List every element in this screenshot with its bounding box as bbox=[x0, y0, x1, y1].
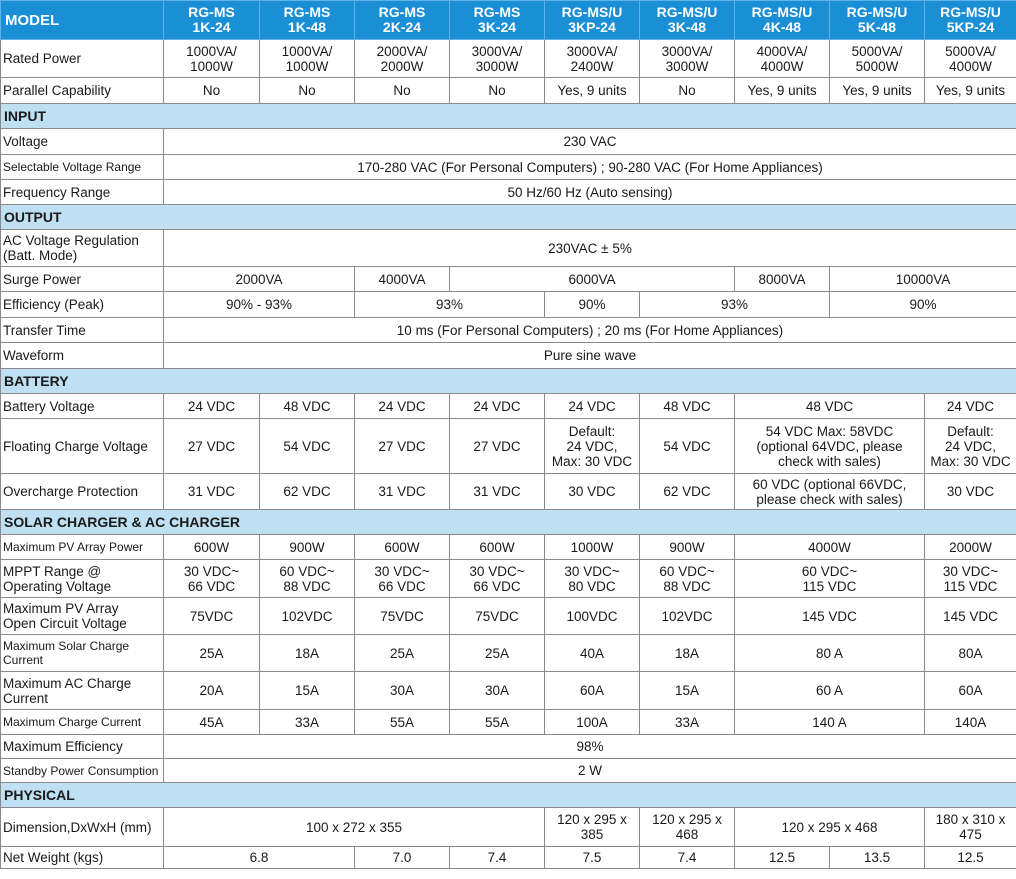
table-cell: 25A bbox=[164, 635, 260, 672]
table-cell: 33A bbox=[640, 710, 735, 735]
table-cell: 170-280 VAC (For Personal Computers) ; 90-280 VAC (For Home Appliances) bbox=[164, 155, 1016, 180]
section-header bbox=[1, 205, 1016, 230]
table-cell: 15A bbox=[260, 672, 355, 710]
table-cell: 62 VDC bbox=[640, 474, 735, 510]
table-cell: 31 VDC bbox=[450, 474, 545, 510]
section-header bbox=[1, 510, 1016, 535]
table-cell: 7.5 bbox=[545, 847, 640, 869]
table-cell: 75VDC bbox=[450, 598, 545, 635]
table-row bbox=[1, 129, 1016, 155]
row-label: Frequency Range bbox=[1, 180, 164, 205]
table-cell: 6.8 bbox=[164, 847, 355, 869]
table-cell: 40A bbox=[545, 635, 640, 672]
table-cell: 20A bbox=[164, 672, 260, 710]
table-cell: 140A bbox=[925, 710, 1016, 735]
table-row bbox=[1, 474, 1016, 510]
table-cell: 48 VDC bbox=[640, 394, 735, 419]
table-cell: 2 W bbox=[164, 759, 1016, 783]
table-cell: 120 x 295 x 468 bbox=[640, 808, 735, 847]
table-row bbox=[1, 78, 1016, 104]
section-title-output: OUTPUT bbox=[1, 205, 1016, 230]
table-row bbox=[1, 155, 1016, 180]
table-cell: 50 Hz/60 Hz (Auto sensing) bbox=[164, 180, 1016, 205]
table-row bbox=[1, 710, 1016, 735]
table-cell: 25A bbox=[450, 635, 545, 672]
row-label: Maximum AC Charge Current bbox=[1, 672, 164, 710]
table-cell: 18A bbox=[640, 635, 735, 672]
table-cell: 24 VDC bbox=[925, 394, 1016, 419]
table-cell: 600W bbox=[164, 535, 260, 560]
row-label: Maximum Charge Current bbox=[1, 710, 164, 735]
table-cell: 1000VA/ 1000W bbox=[164, 40, 260, 78]
table-cell: No bbox=[450, 78, 545, 104]
table-cell: 7.0 bbox=[355, 847, 450, 869]
table-cell: 55A bbox=[450, 710, 545, 735]
table-row bbox=[1, 535, 1016, 560]
table-row bbox=[1, 230, 1016, 267]
row-label: AC Voltage Regulation (Batt. Mode) bbox=[1, 230, 164, 267]
section-header bbox=[1, 783, 1016, 808]
table-cell: 18A bbox=[260, 635, 355, 672]
table-cell: 12.5 bbox=[925, 847, 1016, 869]
row-label: Battery Voltage bbox=[1, 394, 164, 419]
table-cell: 55A bbox=[355, 710, 450, 735]
table-cell: No bbox=[355, 78, 450, 104]
table-cell: 98% bbox=[164, 735, 1016, 759]
model-name: RG-MS/U 5K-48 bbox=[830, 1, 925, 40]
table-cell: 10000VA bbox=[830, 267, 1016, 292]
section-title-input: INPUT bbox=[1, 104, 1016, 129]
table-cell: 48 VDC bbox=[735, 394, 925, 419]
section-title-physical: PHYSICAL bbox=[1, 783, 1016, 808]
table-cell: 3000VA/ 2400W bbox=[545, 40, 640, 78]
table-row bbox=[1, 808, 1016, 847]
table-cell: 93% bbox=[355, 292, 545, 318]
row-label: Waveform bbox=[1, 343, 164, 369]
table-cell: Yes, 9 units bbox=[735, 78, 830, 104]
table-cell: 27 VDC bbox=[164, 419, 260, 474]
table-cell: 60A bbox=[545, 672, 640, 710]
table-cell: 120 x 295 x 468 bbox=[735, 808, 925, 847]
table-cell: 60 VDC (optional 66VDC, please check with sales) bbox=[735, 474, 925, 510]
table-cell: 48 VDC bbox=[260, 394, 355, 419]
table-cell: 80 A bbox=[735, 635, 925, 672]
row-label: Selectable Voltage Range bbox=[1, 155, 164, 180]
table-row bbox=[1, 672, 1016, 710]
table-cell: 90% - 93% bbox=[164, 292, 355, 318]
table-cell: 2000VA bbox=[164, 267, 355, 292]
table-cell: 180 x 310 x 475 bbox=[925, 808, 1016, 847]
table-cell: 60A bbox=[925, 672, 1016, 710]
row-label: Maximum Efficiency bbox=[1, 735, 164, 759]
table-cell: 4000VA/ 4000W bbox=[735, 40, 830, 78]
table-row bbox=[1, 394, 1016, 419]
model-name: RG-MS/U 4K-48 bbox=[735, 1, 830, 40]
table-row bbox=[1, 735, 1016, 759]
table-cell: 60 VDC~ 115 VDC bbox=[735, 560, 925, 598]
table-cell: Yes, 9 units bbox=[925, 78, 1016, 104]
table-cell: 27 VDC bbox=[355, 419, 450, 474]
table-cell: 33A bbox=[260, 710, 355, 735]
table-cell: No bbox=[164, 78, 260, 104]
table-cell: 54 VDC Max: 58VDC (optional 64VDC, please check with sales) bbox=[735, 419, 925, 474]
table-cell: 145 VDC bbox=[925, 598, 1016, 635]
table-cell: 75VDC bbox=[164, 598, 260, 635]
table-cell: 31 VDC bbox=[164, 474, 260, 510]
row-label: Maximum PV Array Open Circuit Voltage bbox=[1, 598, 164, 635]
model-name: RG-MS 1K-48 bbox=[260, 1, 355, 40]
table-row bbox=[1, 343, 1016, 369]
table-cell: 30 VDC bbox=[925, 474, 1016, 510]
table-cell: 93% bbox=[640, 292, 830, 318]
table-cell: 60 A bbox=[735, 672, 925, 710]
table-cell: 7.4 bbox=[640, 847, 735, 869]
table-cell: 24 VDC bbox=[450, 394, 545, 419]
row-label: MPPT Range @ Operating Voltage bbox=[1, 560, 164, 598]
model-name: RG-MS/U 5KP-24 bbox=[925, 1, 1016, 40]
table-cell: No bbox=[640, 78, 735, 104]
table-cell: 3000VA/ 3000W bbox=[450, 40, 545, 78]
row-label: Standby Power Consumption bbox=[1, 759, 164, 783]
table-cell: 30A bbox=[450, 672, 545, 710]
table-row bbox=[1, 560, 1016, 598]
table-row bbox=[1, 318, 1016, 343]
section-header bbox=[1, 369, 1016, 394]
table-cell: Default: 24 VDC, Max: 30 VDC bbox=[925, 419, 1016, 474]
row-label: Dimension,DxWxH (mm) bbox=[1, 808, 164, 847]
table-cell: 900W bbox=[640, 535, 735, 560]
table-cell: 145 VDC bbox=[735, 598, 925, 635]
row-label: Transfer Time bbox=[1, 318, 164, 343]
model-name: RG-MS 2K-24 bbox=[355, 1, 450, 40]
table-cell: 600W bbox=[450, 535, 545, 560]
table-cell: Yes, 9 units bbox=[545, 78, 640, 104]
row-label: Maximum Solar Charge Current bbox=[1, 635, 164, 672]
model-label: MODEL bbox=[1, 1, 164, 40]
table-row bbox=[1, 419, 1016, 474]
table-row bbox=[1, 292, 1016, 318]
row-label: Efficiency (Peak) bbox=[1, 292, 164, 318]
table-cell: 31 VDC bbox=[355, 474, 450, 510]
table-cell: 30 VDC~ 115 VDC bbox=[925, 560, 1016, 598]
section-title-solar: SOLAR CHARGER & AC CHARGER bbox=[1, 510, 1016, 535]
table-cell: 15A bbox=[640, 672, 735, 710]
table-cell: 1000W bbox=[545, 535, 640, 560]
row-label: Net Weight (kgs) bbox=[1, 847, 164, 869]
table-cell: Default: 24 VDC, Max: 30 VDC bbox=[545, 419, 640, 474]
table-cell: 13.5 bbox=[830, 847, 925, 869]
table-cell: 80A bbox=[925, 635, 1016, 672]
table-cell: 140 A bbox=[735, 710, 925, 735]
table-cell: 62 VDC bbox=[260, 474, 355, 510]
table-cell: 230 VAC bbox=[164, 129, 1016, 155]
table-cell: 3000VA/ 3000W bbox=[640, 40, 735, 78]
table-cell: 30 VDC~ 66 VDC bbox=[450, 560, 545, 598]
table-cell: 102VDC bbox=[640, 598, 735, 635]
model-name: RG-MS 1K-24 bbox=[164, 1, 260, 40]
model-name: RG-MS/U 3K-48 bbox=[640, 1, 735, 40]
row-label: Parallel Capability bbox=[1, 78, 164, 104]
table-cell: 12.5 bbox=[735, 847, 830, 869]
table-cell: 30 VDC bbox=[545, 474, 640, 510]
table-cell: No bbox=[260, 78, 355, 104]
row-label: Floating Charge Voltage bbox=[1, 419, 164, 474]
section-title-battery: BATTERY bbox=[1, 369, 1016, 394]
model-header-row bbox=[1, 1, 1016, 40]
table-row bbox=[1, 759, 1016, 783]
table-cell: 100VDC bbox=[545, 598, 640, 635]
table-cell: 4000VA bbox=[355, 267, 450, 292]
table-cell: 75VDC bbox=[355, 598, 450, 635]
table-cell: 100A bbox=[545, 710, 640, 735]
table-cell: 7.4 bbox=[450, 847, 545, 869]
table-cell: 2000VA/ 2000W bbox=[355, 40, 450, 78]
table-cell: 90% bbox=[545, 292, 640, 318]
table-cell: 25A bbox=[355, 635, 450, 672]
table-cell: 120 x 295 x 385 bbox=[545, 808, 640, 847]
table-cell: 30 VDC~ 66 VDC bbox=[164, 560, 260, 598]
table-cell: 30 VDC~ 80 VDC bbox=[545, 560, 640, 598]
table-cell: 54 VDC bbox=[640, 419, 735, 474]
table-cell: 45A bbox=[164, 710, 260, 735]
table-cell: 24 VDC bbox=[545, 394, 640, 419]
table-cell: 90% bbox=[830, 292, 1016, 318]
table-cell: 230VAC ± 5% bbox=[164, 230, 1016, 267]
row-label: Voltage bbox=[1, 129, 164, 155]
table-cell: Yes, 9 units bbox=[830, 78, 925, 104]
model-name: RG-MS/U 3KP-24 bbox=[545, 1, 640, 40]
table-cell: 2000W bbox=[925, 535, 1016, 560]
row-label: Surge Power bbox=[1, 267, 164, 292]
table-cell: 6000VA bbox=[450, 267, 735, 292]
table-row bbox=[1, 40, 1016, 78]
table-cell: 8000VA bbox=[735, 267, 830, 292]
table-cell: 24 VDC bbox=[164, 394, 260, 419]
table-cell: 100 x 272 x 355 bbox=[164, 808, 545, 847]
table-cell: 54 VDC bbox=[260, 419, 355, 474]
table-row bbox=[1, 267, 1016, 292]
table-cell: 900W bbox=[260, 535, 355, 560]
table-cell: 30 VDC~ 66 VDC bbox=[355, 560, 450, 598]
table-row bbox=[1, 598, 1016, 635]
table-cell: 27 VDC bbox=[450, 419, 545, 474]
row-label: Rated Power bbox=[1, 40, 164, 78]
table-row bbox=[1, 180, 1016, 205]
row-label: Maximum PV Array Power bbox=[1, 535, 164, 560]
table-cell: 600W bbox=[355, 535, 450, 560]
model-name: RG-MS 3K-24 bbox=[450, 1, 545, 40]
table-cell: 5000VA/ 5000W bbox=[830, 40, 925, 78]
table-cell: 24 VDC bbox=[355, 394, 450, 419]
table-row bbox=[1, 635, 1016, 672]
table-cell: 60 VDC~ 88 VDC bbox=[260, 560, 355, 598]
table-cell: 5000VA/ 4000W bbox=[925, 40, 1016, 78]
row-label: Overcharge Protection bbox=[1, 474, 164, 510]
section-header bbox=[1, 104, 1016, 129]
table-cell: 1000VA/ 1000W bbox=[260, 40, 355, 78]
table-cell: 102VDC bbox=[260, 598, 355, 635]
table-cell: 30A bbox=[355, 672, 450, 710]
table-cell: Pure sine wave bbox=[164, 343, 1016, 369]
table-cell: 60 VDC~ 88 VDC bbox=[640, 560, 735, 598]
table-cell: 4000W bbox=[735, 535, 925, 560]
table-row bbox=[1, 847, 1016, 869]
table-cell: 10 ms (For Personal Computers) ; 20 ms (For Home Appliances) bbox=[164, 318, 1016, 343]
